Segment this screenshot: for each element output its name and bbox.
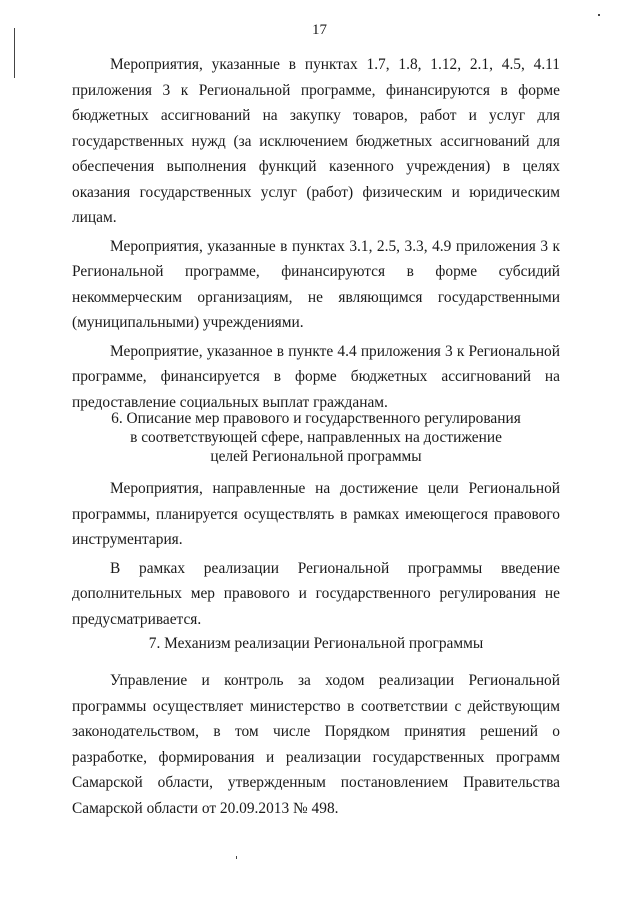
page-number: 17: [312, 22, 327, 38]
paragraph-no-additional-regulation: В рамках реализации Региональной программы введение дополнительных мер правового и государственного регулирования не предусматривается.: [72, 559, 560, 628]
section-7-body: [72, 668, 560, 821]
paragraph-funding-procurement: Мероприятия, указанные в пунктах 1.7, 1.8, 1.12, 2.1, 4.5, 4.11 приложения 3 к Региональной программе, финансируются в форме бюджетных ассигнований на закупку товаров, работ и услуг для государственных нужд (за исключением бюджетных ассигнований для обеспечения выполнения функций казенного учреждения) в целях оказания государственных услуг (работ) физическим и юридическим лицам.: [72, 56, 560, 226]
scan-mark-left: [14, 28, 15, 78]
scan-mark-bottom: [236, 856, 237, 859]
intro-block: [72, 52, 560, 415]
paragraph-funding-social-payments: Мероприятие, указанное в пункте 4.4 приложения 3 к Региональной программе, финансируется в форме бюджетных ассигнований на предоставление социальных выплат гражданам.: [72, 342, 560, 411]
section-7-heading: [72, 634, 560, 653]
section-6-body: [72, 476, 560, 632]
paragraph-legal-instruments: Мероприятия, направленные на достижение цели Региональной программы, планируется осуществлять в рамках имеющегося правового инструментария.: [72, 480, 560, 548]
scan-mark-top-right: [598, 14, 600, 16]
section-6-heading-line-1: 6. Описание мер правового и государственного регулирования: [111, 410, 521, 427]
paragraph-funding-subsidies: Мероприятия, указанные в пунктах 3.1, 2.5, 3.3, 4.9 приложения 3 к Региональной программе, финансируются в форме субсидий некоммерческим организациям, не являющимся государственными (муниципальными) учреждениями.: [72, 237, 560, 331]
paragraph-management-control: Управление и контроль за ходом реализации Региональной программы осуществляет министерство в соответствии с действующим законодательством, в том числе Порядком принятия решений о разработке, формирования и реализации государственных программ Самарской области, утвержденным постановлением Правительства Самарской области от 20.09.2013 № 498.: [72, 672, 560, 817]
section-6-heading-line-2: в соответствующей сфере, направленных на достижение: [130, 429, 502, 446]
section-6-heading-line-3: целей Региональной программы: [210, 448, 422, 465]
section-6-heading: [72, 409, 560, 466]
section-7-heading-text: 7. Механизм реализации Региональной программы: [148, 635, 484, 652]
